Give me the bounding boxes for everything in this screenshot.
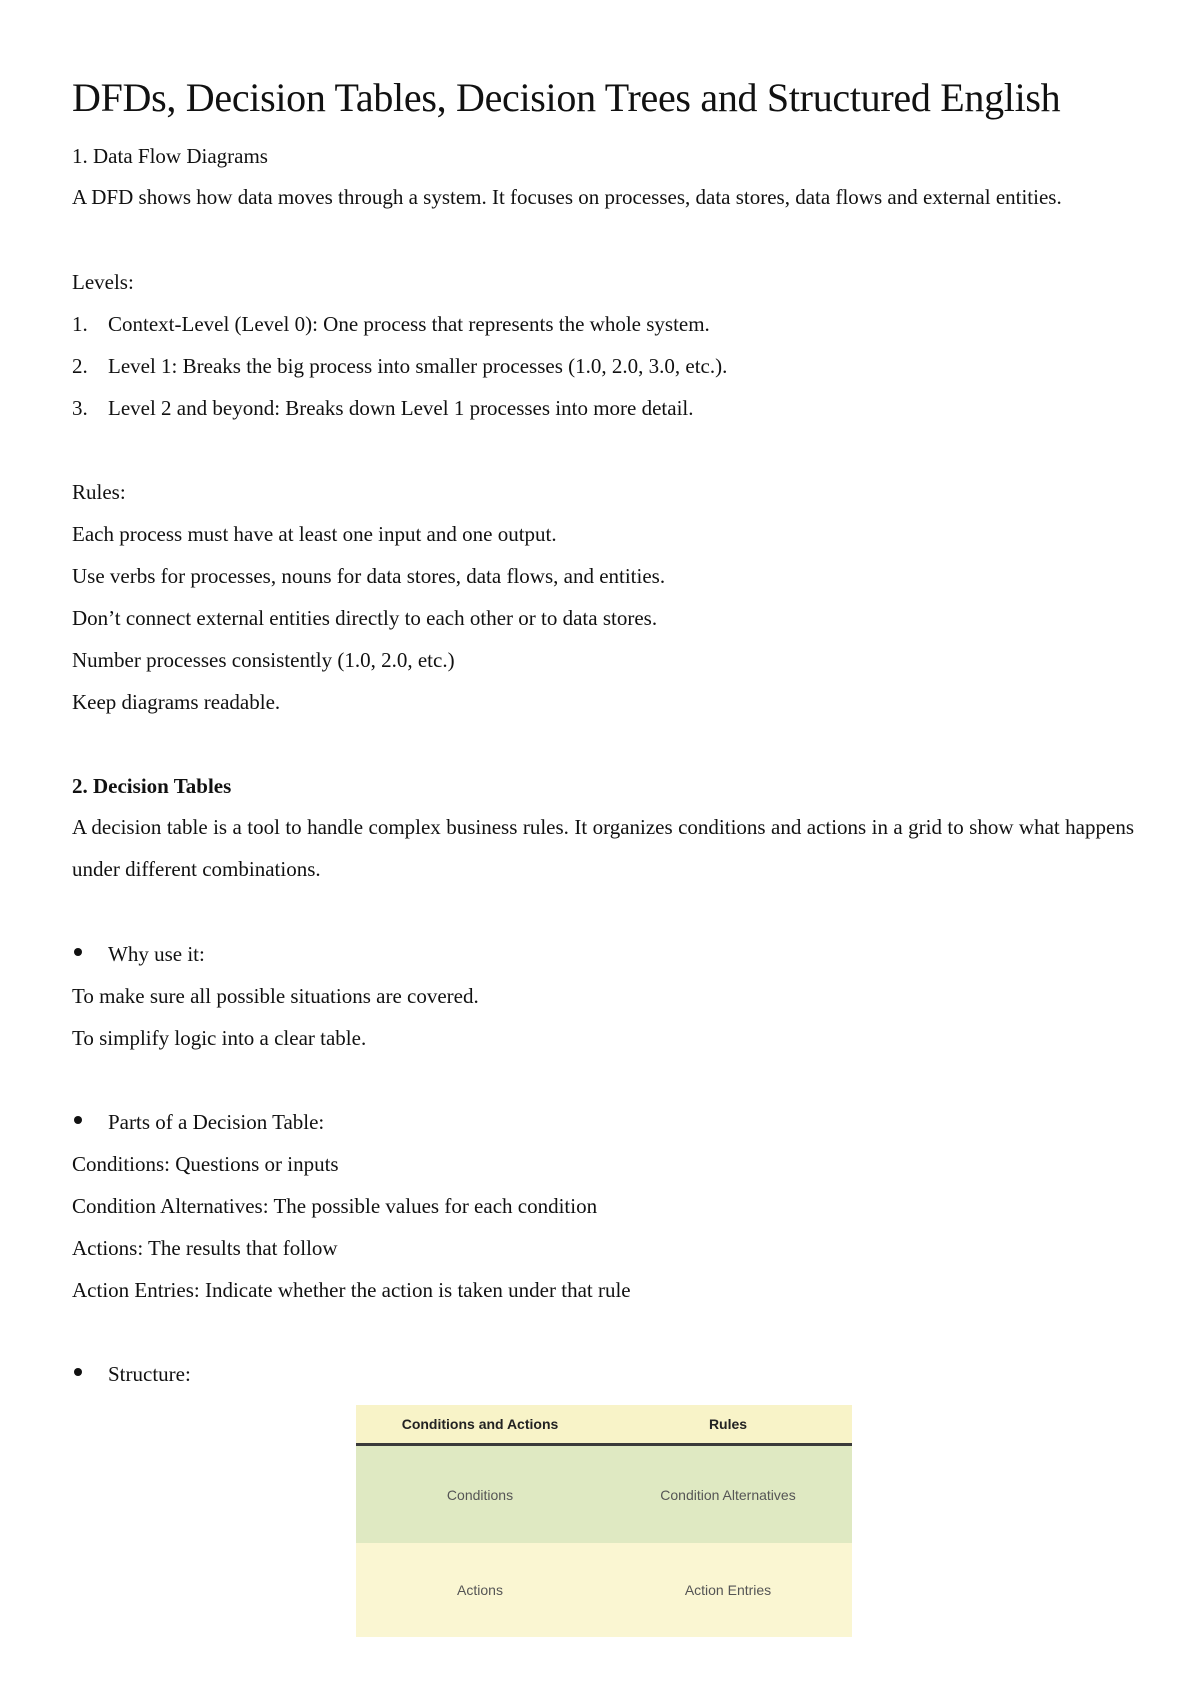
bullet-structure [72, 1360, 191, 1388]
part-item: Conditions: Questions or inputs [72, 1152, 339, 1176]
level-text: Context-Level (Level 0): One process that represents the whole system. [108, 312, 710, 336]
figure-cell: Condition Alternatives [660, 1486, 796, 1503]
bullet-parts [72, 1108, 324, 1136]
section-2-heading: 2. Decision Tables [72, 774, 232, 798]
why-item: To make sure all possible situations are covered. [72, 984, 479, 1008]
figure-conditions-row [356, 1446, 852, 1543]
rule-item: Use verbs for processes, nouns for data stores, data flows, and entities. [72, 564, 666, 588]
rules-label: Rules: [72, 480, 126, 504]
level-text: Level 2 and beyond: Breaks down Level 1 processes into more detail. [108, 396, 694, 420]
level-text: Level 1: Breaks the big process into smaller processes (1.0, 2.0, 3.0, etc.). [108, 354, 728, 378]
page-title: DFDs, Decision Tables, Decision Trees and Structured English [72, 75, 1061, 120]
part-item: Actions: The results that follow [72, 1236, 338, 1260]
figure-cell: Action Entries [684, 1582, 772, 1598]
level-number: 2. [72, 354, 88, 378]
section-1-heading: 1. Data Flow Diagrams [72, 144, 268, 168]
bullet-label: Parts of a Decision Table: [108, 1110, 325, 1134]
decision-table-figure [356, 1405, 852, 1637]
section-1-intro: A DFD shows how data moves through a system. It focuses on processes, data stores, data flows and external entities. [72, 185, 1062, 209]
bullet-label: Structure: [108, 1362, 191, 1386]
level-number: 3. [72, 396, 88, 420]
levels-label: Levels: [72, 270, 134, 294]
figure-cell: Conditions [446, 1486, 514, 1503]
rule-item: Keep diagrams readable. [72, 690, 281, 714]
figure-actions-row [356, 1543, 852, 1637]
rule-item: Don’t connect external entities directly to each other or to data stores. [72, 606, 658, 630]
figure-header-cell: Conditions and Actions [401, 1416, 559, 1432]
level-item [72, 352, 727, 380]
figure-header-cell: Rules [708, 1416, 748, 1432]
figure-cell: Actions [457, 1582, 503, 1598]
part-item: Condition Alternatives: The possible values for each condition [72, 1194, 598, 1218]
why-item: To simplify logic into a clear table. [72, 1026, 367, 1050]
part-item: Action Entries: Indicate whether the action is taken under that rule [72, 1278, 631, 1302]
bullet-label: Why use it: [108, 942, 205, 966]
section-2-intro: A decision table is a tool to handle complex business rules. It organizes conditions and actions in a grid to show what happens under different combinations. [72, 815, 1134, 881]
level-item [72, 394, 694, 422]
level-number: 1. [72, 312, 88, 336]
level-item [72, 310, 710, 338]
rule-item: Each process must have at least one input and one output. [72, 522, 557, 546]
rule-item: Number processes consistently (1.0, 2.0, etc.) [72, 648, 455, 672]
figure-header-row [356, 1405, 852, 1446]
bullet-why [72, 940, 205, 968]
